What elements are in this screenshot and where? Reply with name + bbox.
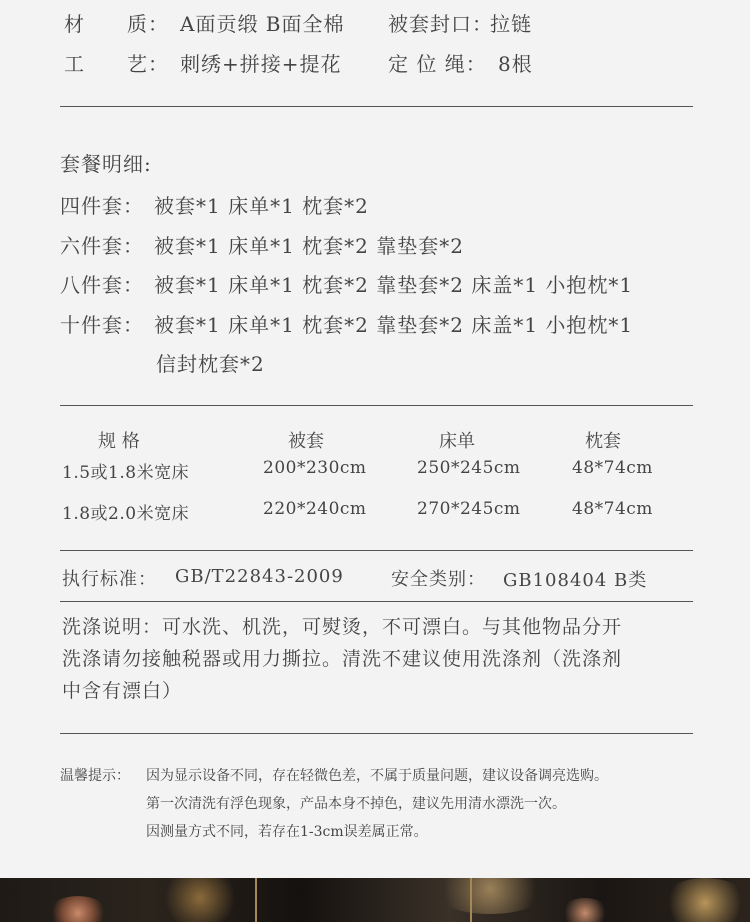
- divider: [60, 106, 693, 107]
- material-label: 材 质：: [64, 12, 169, 36]
- table-cell: 1.5或1.8米宽床: [62, 463, 190, 483]
- table-cell: 48*74cm: [572, 499, 653, 519]
- tips-line: 第一次清洗有浮色现象，产品本身不掉色，建议先用清水漂洗一次。: [146, 796, 566, 812]
- decor-frame-line: [255, 878, 257, 922]
- package-ten-items: 被套*1 床单*1 枕套*2 靠垫套*2 床盖*1 小抱枕*1: [154, 313, 634, 337]
- tips-line: 因测量方式不同，若存在1-3cm误差属正常。: [146, 824, 428, 840]
- closure-value: 拉链: [490, 12, 532, 36]
- safety-category-label: 安全类别：: [391, 569, 486, 590]
- wash-instructions-line: 洗涤说明：可水洗、机洗，可熨烫，不可漂白。与其他物品分开: [62, 616, 623, 638]
- package-six-label: 六件套：: [60, 234, 144, 258]
- material-value: A面贡缎 B面全棉: [180, 12, 345, 36]
- craft-label: 工 艺：: [64, 52, 169, 76]
- table-cell: 1.8或2.0米宽床: [62, 504, 190, 524]
- package-four-label: 四件套：: [60, 194, 144, 218]
- tips-label: 温馨提示：: [60, 768, 130, 784]
- decor-ornament: [660, 878, 750, 922]
- divider: [60, 550, 693, 551]
- decor-ornament: [48, 896, 108, 922]
- package-eight-items: 被套*1 床单*1 枕套*2 靠垫套*2 床盖*1 小抱枕*1: [154, 273, 634, 297]
- divider: [60, 601, 693, 602]
- table-cell: 250*245cm: [417, 458, 521, 478]
- divider: [60, 405, 693, 406]
- decor-ornament: [430, 878, 550, 914]
- package-four-items: 被套*1 床单*1 枕套*2: [154, 194, 369, 218]
- package-eight-label: 八件套：: [60, 273, 144, 297]
- rope-value: 8根: [498, 52, 533, 76]
- rope-label: 定 位 绳：: [388, 52, 487, 76]
- exec-standard-value: GB/T22843-2009: [175, 566, 344, 587]
- table-cell: 270*245cm: [417, 499, 521, 519]
- table-header: 床单: [439, 431, 475, 452]
- table-header: 枕套: [585, 431, 621, 452]
- wash-instructions-line: 洗涤请勿接触税器或用力撕拉。清洗不建议使用洗涤剂（洗涤剂: [62, 648, 623, 670]
- table-header: 被套: [288, 431, 324, 452]
- table-cell: 200*230cm: [263, 458, 367, 478]
- package-ten-items-cont: 信封枕套*2: [156, 352, 265, 376]
- decor-ornament: [560, 898, 610, 922]
- craft-value: 刺绣+拼接+提花: [180, 52, 342, 76]
- decor-frame-line: [470, 878, 472, 922]
- closure-label: 被套封口：: [388, 12, 493, 36]
- exec-standard-label: 执行标准：: [62, 569, 157, 590]
- packages-title: 套餐明细:: [60, 152, 152, 176]
- safety-category-value: GB108404 B类: [503, 570, 648, 591]
- decor-ornament: [160, 878, 240, 922]
- table-header: 规 格: [98, 431, 140, 452]
- divider: [60, 733, 693, 734]
- package-ten-label: 十件套：: [60, 313, 144, 337]
- wash-instructions-line: 中含有漂白）: [62, 680, 183, 702]
- table-cell: 48*74cm: [572, 458, 653, 478]
- product-photo: [0, 878, 750, 922]
- package-six-items: 被套*1 床单*1 枕套*2 靠垫套*2: [154, 234, 464, 258]
- table-cell: 220*240cm: [263, 499, 367, 519]
- tips-line: 因为显示设备不同，存在轻微色差，不属于质量问题，建议设备调亮选购。: [146, 768, 608, 784]
